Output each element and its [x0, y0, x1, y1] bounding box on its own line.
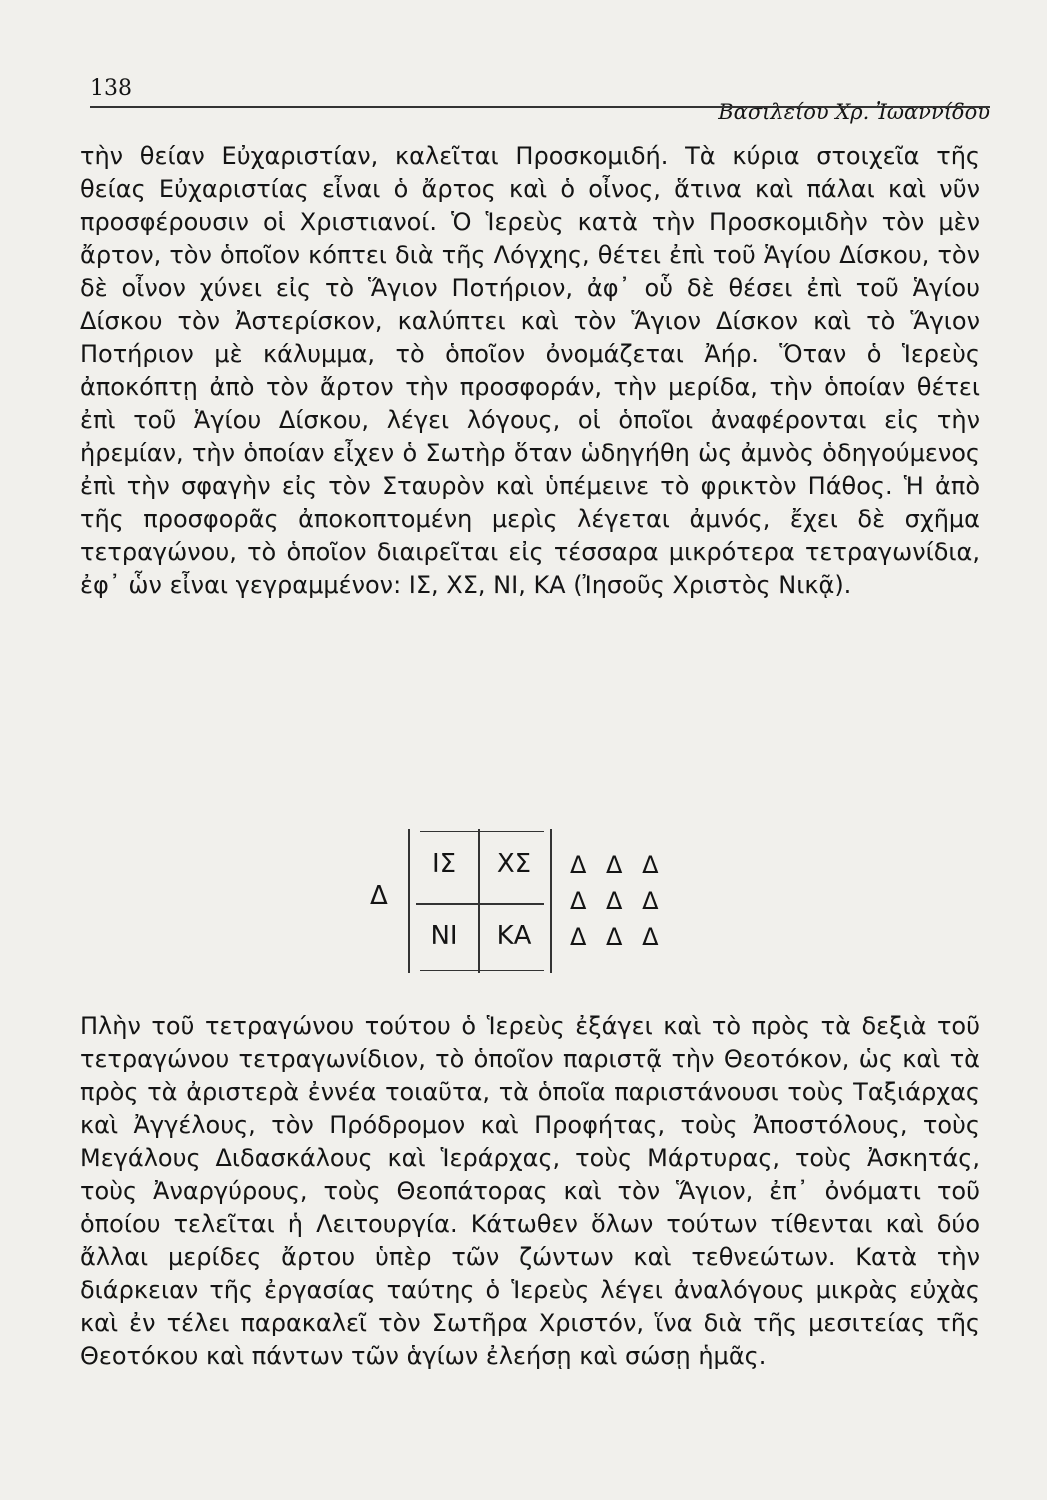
- paragraph-2: Πλὴν τοῦ τετραγώνου τούτου ὁ Ἱερεὺς ἐξάγει καὶ τὸ πρὸς τὰ δεξιὰ τοῦ τετραγώνου τετραγωνίδιον, τὸ ὁποῖον παριστᾷ τὴν Θεοτόκον, ὡς καὶ τὰ πρὸς τὰ ἀριστερὰ ἐννέα τοιαῦτα, τὰ ὁποῖα παριστάνουσι τοὺς Ταξιάρχας καὶ Ἀγγέλους, τὸν Πρόδρομον καὶ Προφήτας, τοὺς Ἀποστόλους, τοὺς Μεγάλους Διδασκάλους καὶ Ἱεράρχας, τοὺς Μάρτυρας, τοὺς Ἀσκητάς, τοὺς Ἀναργύρους, τοὺς Θεοπάτορας καὶ τὸν Ἅγιον, ἐπ᾽ ὀνόματι τοῦ ὁποίου τελεῖται ἡ Λειτουργία. Κάτωθεν ὅλων τούτων τίθενται καὶ δύο ἄλλαι μερίδες ἄρτου ὑπὲρ τῶν ζώντων καὶ τεθνεώτων. Κατὰ τὴν διάρκειαν τῆς ἐργασίας ταύτης ὁ Ἱερεὺς λέγει ἀναλόγους μικρὰς εὐχὰς καὶ ἐν τέλει παρακαλεῖ τὸν Σωτῆρα Χριστόν, ἵνα διὰ τῆς μεσιτείας τῆς Θεοτόκου καὶ πάντων τῶν ἁγίων ἐλεήσῃ καὶ σώσῃ ἡμᾶς.: [80, 1012, 980, 1370]
- header-rule: [90, 106, 990, 108]
- triangle-row: Δ Δ Δ: [570, 851, 665, 879]
- paragraph-1: τὴν θείαν Εὐχαριστίαν, καλεῖται Προσκομιδή. Τὰ κύρια στοιχεῖα τῆς θείας Εὐχαριστίας εἶναι ὁ ἄρτος καὶ ὁ οἶνος, ἅτινα καὶ πάλαι καὶ νῦν προσφέρουσιν οἱ Χριστιανοί. Ὁ Ἱερεὺς κατὰ τὴν Προσκομιδὴν τὸν μὲν ἄρτον, τὸν ὁποῖον κόπτει διὰ τῆς Λόγχης, θέτει ἐπὶ τοῦ Ἁγίου Δίσκου, τὸν δὲ οἶνον χύνει εἰς τὸ Ἅγιον Ποτήριον, ἀφ᾽ οὗ δὲ θέσει ἐπὶ τοῦ Ἁγίου Δίσκου τὸν Ἀστερίσκον, καλύπτει καὶ τὸν Ἅγιον Δίσκον καὶ τὸ Ἅγιον Ποτήριον μὲ κάλυμμα, τὸ ὁποῖον ὀνομάζεται Ἀήρ. Ὅταν ὁ Ἱερεὺς ἀποκόπτῃ ἀπὸ τὸν ἄρτον τὴν προσφοράν, τὴν μερίδα, τὴν ὁποίαν θέτει ἐπὶ τοῦ Ἁγίου Δίσκου, λέγει λόγους, οἱ ὁποῖοι ἀναφέρονται εἰς τὴν ἠρεμίαν, τὴν ὁποίαν εἶχεν ὁ Σωτὴρ ὅταν ὡδηγήθη ὡς ἀμνὸς ὁδηγούμενος ἐπὶ τὴν σφαγὴν εἰς τὸν Σταυρὸν καὶ ὑπέμεινε τὸ φρικτὸν Πάθος. Ἡ ἀπὸ τῆς προσφορᾶς ἀποκοπτομένη μερὶς λέγεται ἀμνός, ἔχει δὲ σχῆμα τετραγώνου, τὸ ὁποῖον διαιρεῖται εἰς τέσσαρα μικρότερα τετραγωνίδια, ἐφ᾽ ὧν εἶναι γεγραμμένον: ΙΣ, ΧΣ, ΝΙ, ΚΑ (Ἰησοῦς Χριστὸς Νικᾷ).: [80, 142, 980, 599]
- page-header: [90, 70, 990, 130]
- running-head: Βασιλείου Χρ. Ἰωαννίδου: [718, 100, 990, 124]
- lamb-square: [408, 829, 552, 973]
- grid-line-middle: [416, 903, 544, 905]
- triangle-row: Δ Δ Δ: [570, 887, 665, 915]
- saints-triangles: [570, 847, 665, 955]
- cell-xs: ΧΣ: [496, 849, 532, 879]
- grid-line-bottom: [420, 970, 544, 971]
- cell-is: ΙΣ: [431, 849, 457, 879]
- page-number: 138: [90, 76, 132, 101]
- triangle-row: Δ Δ Δ: [570, 923, 665, 951]
- prosphora-diagram: [360, 825, 690, 975]
- cell-ni: ΝΙ: [430, 921, 458, 951]
- cell-ka: ΚΑ: [496, 921, 532, 951]
- theotokos-delta: Δ: [370, 881, 388, 911]
- grid-line-top: [420, 831, 544, 832]
